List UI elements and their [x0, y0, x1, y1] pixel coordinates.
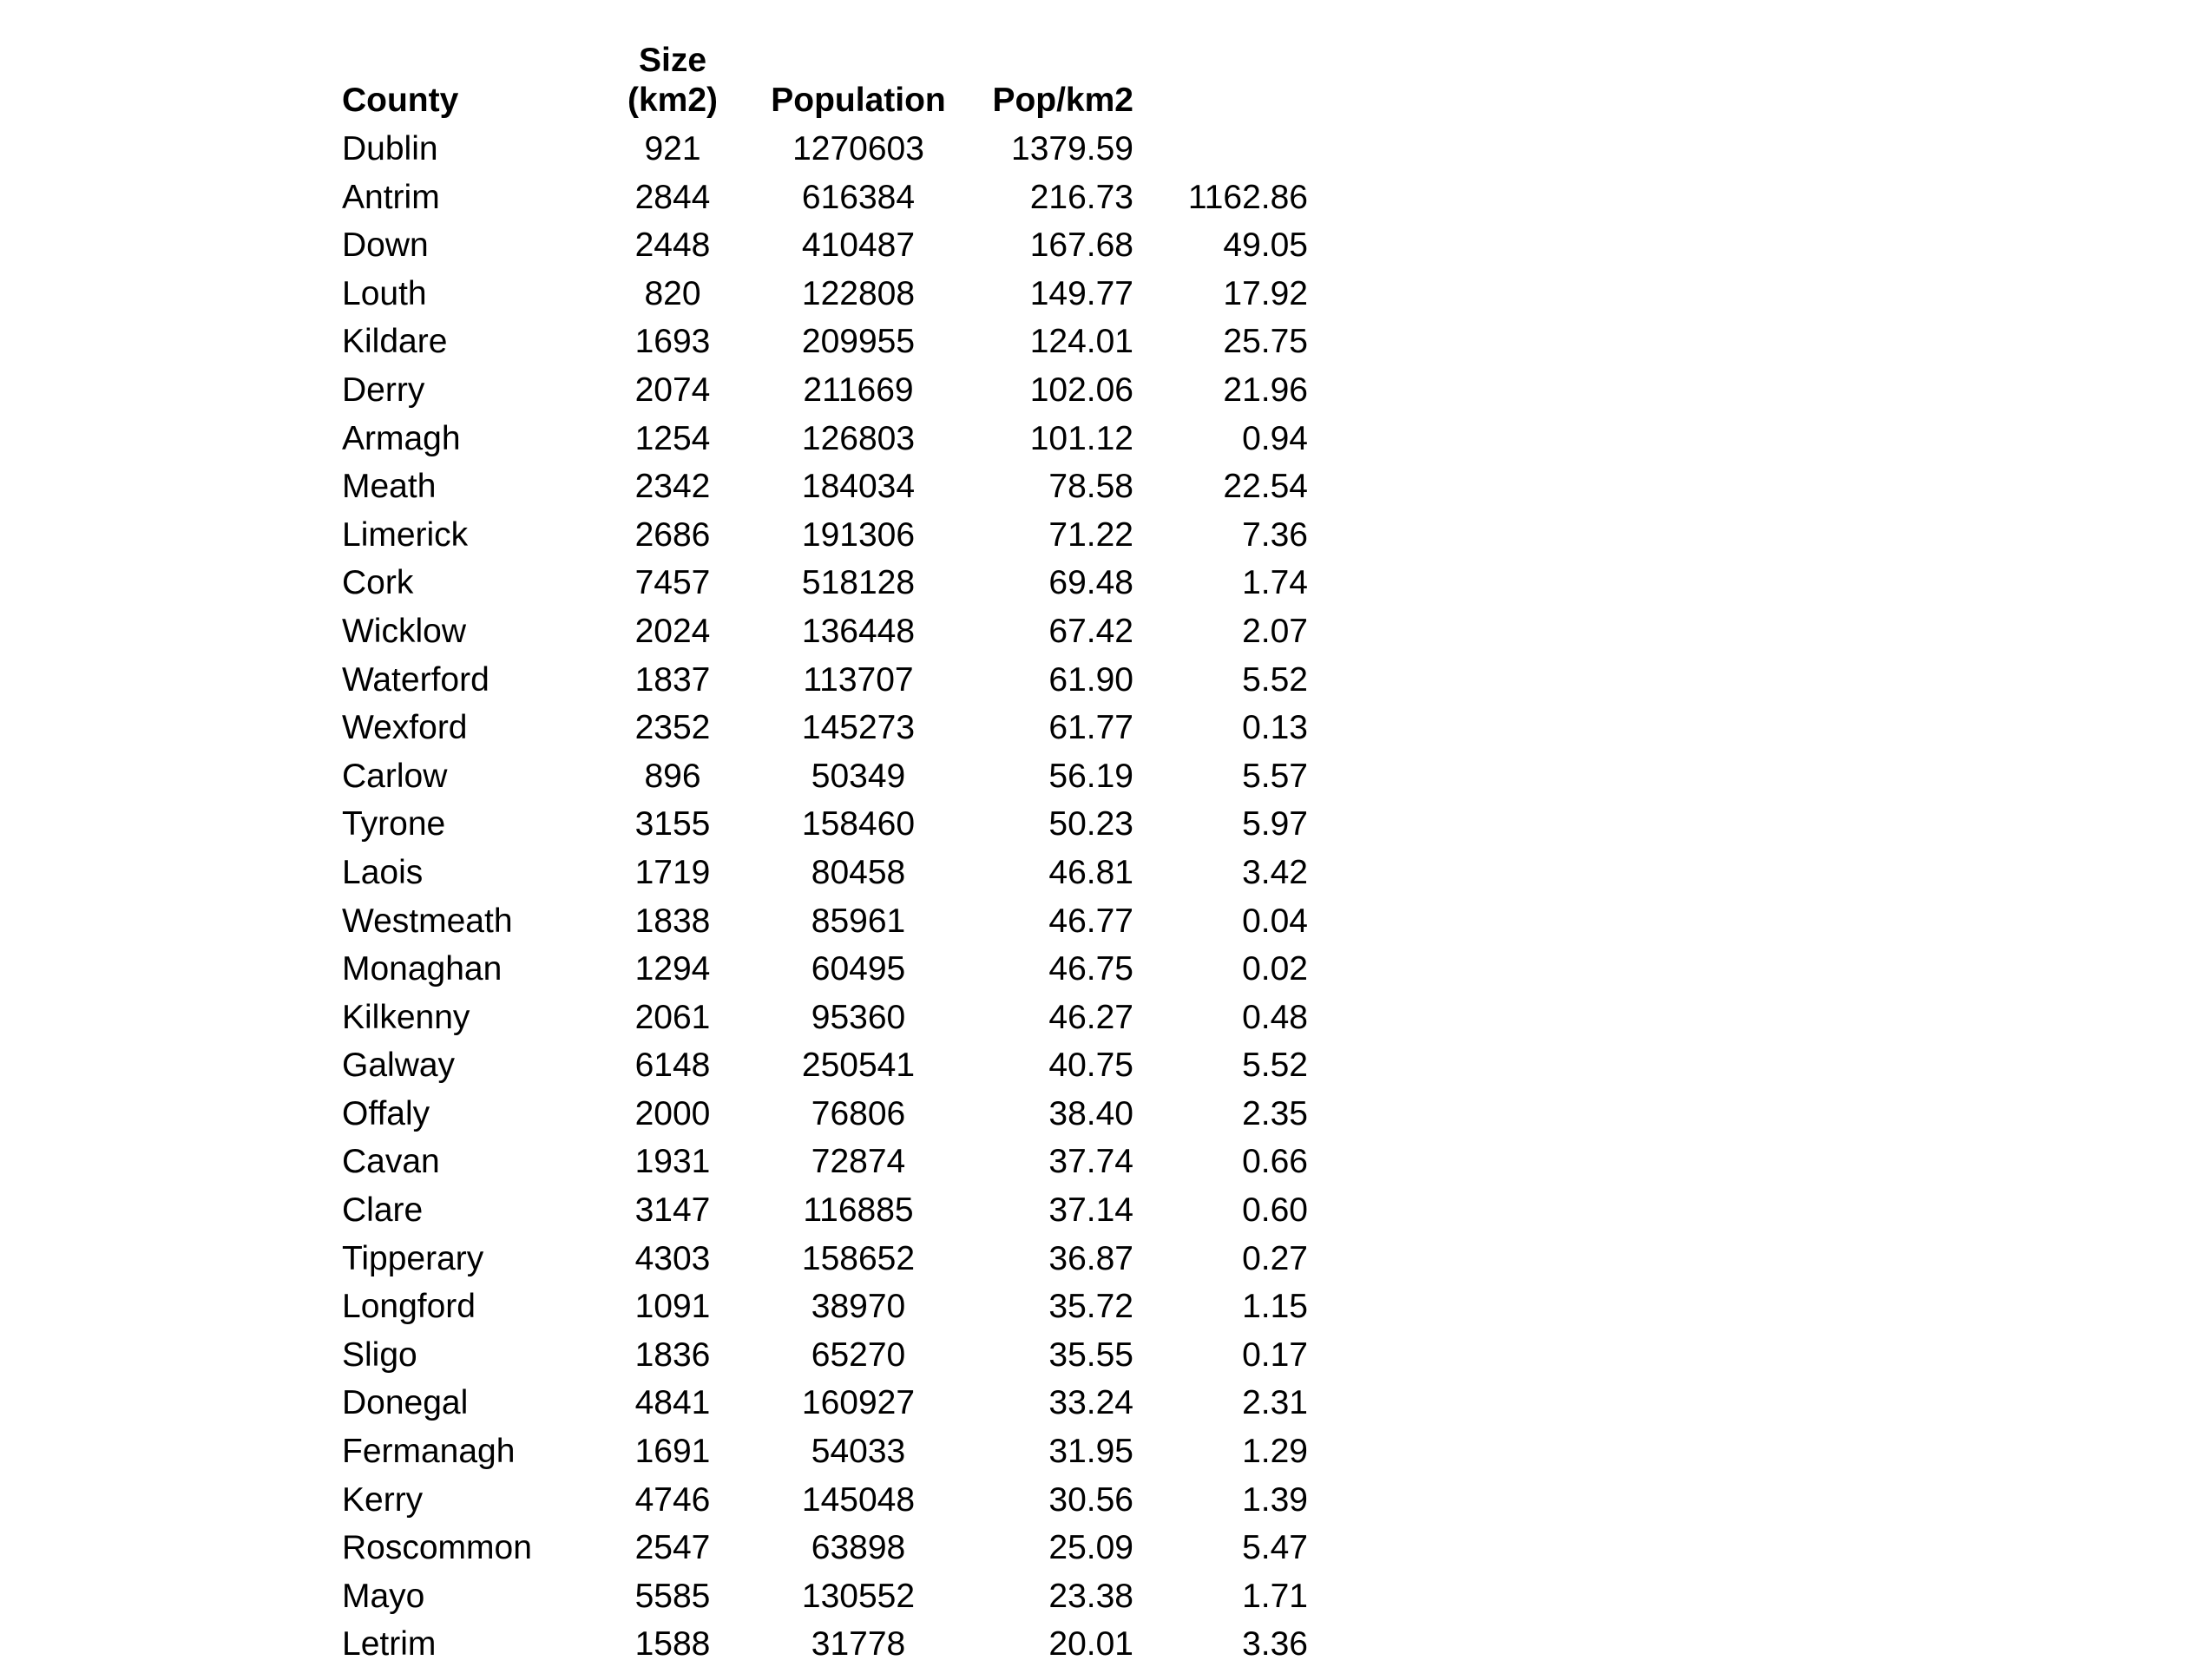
cell-county: Kildare	[342, 323, 448, 361]
cell-size: 2547	[634, 1529, 711, 1567]
table-row	[342, 366, 1308, 415]
cell-density: 35.72	[1048, 1288, 1133, 1326]
cell-size: 896	[644, 757, 701, 795]
cell-population: 76806	[811, 1094, 906, 1132]
cell-size: 1836	[634, 1335, 711, 1374]
cell-difference: 2.35	[1242, 1094, 1308, 1132]
cell-difference: 5.47	[1242, 1529, 1308, 1567]
cell-density: 149.77	[1029, 274, 1133, 312]
cell-population: 410487	[801, 226, 916, 265]
cell-county: Longford	[342, 1288, 476, 1326]
cell-population: 72874	[811, 1143, 906, 1181]
cell-size: 2024	[634, 612, 711, 650]
cell-county: Roscommon	[342, 1529, 532, 1567]
cell-density: 37.74	[1048, 1143, 1133, 1181]
cell-density: 31.95	[1048, 1433, 1133, 1471]
table-row	[342, 415, 1308, 463]
cell-difference: 5.97	[1242, 805, 1308, 843]
cell-difference: 1.74	[1242, 564, 1308, 602]
cell-size: 1837	[634, 660, 711, 699]
table-row	[342, 1427, 1308, 1476]
cell-county: Galway	[342, 1047, 456, 1085]
cell-density: 46.81	[1048, 853, 1133, 891]
cell-county: Offaly	[342, 1094, 430, 1132]
cell-density: 36.87	[1048, 1239, 1133, 1277]
cell-county: Louth	[342, 274, 427, 312]
cell-population: 50349	[811, 757, 906, 795]
cell-size: 4746	[634, 1480, 711, 1519]
table-row	[342, 994, 1308, 1042]
cell-county: Cavan	[342, 1143, 440, 1181]
cell-size: 3155	[634, 805, 711, 843]
table-row	[342, 1041, 1308, 1090]
cell-county: Clare	[342, 1191, 424, 1230]
cell-size: 1691	[634, 1433, 711, 1471]
table-row	[342, 511, 1308, 560]
cell-population: 126803	[801, 419, 916, 457]
cell-population: 1270603	[792, 130, 924, 167]
cell-density: 25.09	[1048, 1529, 1133, 1567]
table-row	[342, 704, 1308, 752]
cell-density: 78.58	[1048, 468, 1133, 506]
cell-size: 7457	[634, 564, 711, 602]
cell-size: 1254	[634, 419, 711, 457]
cell-county: Carlow	[342, 757, 448, 795]
header-row	[342, 24, 1308, 125]
cell-density: 46.27	[1048, 998, 1133, 1036]
cell-population: 54033	[811, 1433, 906, 1471]
cell-size: 2074	[634, 371, 711, 409]
cell-population: 31778	[811, 1625, 906, 1664]
table-row	[342, 607, 1308, 656]
cell-difference: 5.52	[1242, 660, 1308, 699]
cell-population: 250541	[801, 1047, 916, 1085]
cell-size: 1719	[634, 853, 711, 891]
cell-difference: 1.39	[1242, 1480, 1308, 1519]
cell-size: 1294	[634, 950, 711, 988]
table-row	[342, 1283, 1308, 1331]
cell-density: 50.23	[1048, 805, 1133, 843]
cell-difference: 0.13	[1242, 709, 1308, 747]
cell-county: Waterford	[342, 660, 489, 699]
cell-size: 6148	[634, 1047, 711, 1085]
table-row	[342, 559, 1308, 607]
cell-density: 167.68	[1029, 226, 1133, 265]
table-row	[342, 1138, 1308, 1186]
cell-population: 60495	[811, 950, 906, 988]
cell-size: 1588	[634, 1625, 711, 1664]
table-row	[342, 463, 1308, 511]
table-row	[342, 1572, 1308, 1621]
table-row	[342, 752, 1308, 801]
cell-density: 20.01	[1048, 1625, 1133, 1664]
cell-density: 1379.59	[1011, 130, 1133, 167]
table-row	[342, 174, 1308, 222]
cell-county: Meath	[342, 468, 437, 506]
cell-size: 1838	[634, 902, 711, 940]
cell-difference	[1133, 125, 1308, 174]
table-body	[342, 125, 1308, 1669]
table-row	[342, 125, 1308, 174]
cell-size: 2448	[634, 226, 711, 265]
cell-density: 38.40	[1048, 1094, 1133, 1132]
cell-county: Sligo	[342, 1335, 417, 1374]
cell-difference: 1162.86	[1187, 178, 1308, 216]
cell-county: Antrim	[342, 178, 440, 216]
cell-difference: 21.96	[1223, 371, 1308, 409]
cell-population: 63898	[811, 1529, 906, 1567]
cell-density: 30.56	[1048, 1480, 1133, 1519]
cell-county: Tipperary	[342, 1239, 484, 1277]
cell-county: Armagh	[342, 419, 461, 457]
cell-density: 101.12	[1029, 419, 1133, 457]
cell-difference: 5.57	[1242, 757, 1308, 795]
cell-population: 65270	[811, 1335, 906, 1374]
cell-size: 1931	[634, 1143, 711, 1181]
cell-difference: 0.27	[1242, 1239, 1308, 1277]
cell-size: 1693	[634, 323, 711, 361]
cell-county: Derry	[342, 371, 425, 409]
cell-population: 113707	[803, 660, 914, 699]
cell-density: 33.24	[1048, 1384, 1133, 1422]
cell-population: 38970	[811, 1288, 906, 1326]
cell-size: 2686	[634, 515, 711, 554]
cell-density: 46.77	[1048, 902, 1133, 940]
cell-population: 130552	[801, 1577, 916, 1615]
cell-difference: 0.04	[1242, 902, 1308, 940]
cell-population: 158652	[801, 1239, 916, 1277]
table-row	[342, 1090, 1308, 1139]
table-row	[342, 656, 1308, 705]
cell-county: Down	[342, 226, 429, 265]
cell-population: 191306	[801, 515, 916, 554]
cell-size: 2000	[634, 1094, 711, 1132]
table-row	[342, 270, 1308, 318]
cell-difference: 17.92	[1223, 274, 1308, 312]
cell-county: Wicklow	[342, 612, 466, 650]
cell-density: 69.48	[1048, 564, 1133, 602]
cell-population: 80458	[811, 853, 906, 891]
cell-county: Mayo	[342, 1577, 425, 1615]
cell-density: 37.14	[1048, 1191, 1133, 1230]
cell-county: Laois	[342, 853, 424, 891]
cell-difference: 3.36	[1242, 1625, 1308, 1664]
cell-size: 2352	[634, 709, 711, 747]
cell-size: 3147	[634, 1191, 711, 1230]
header-difference	[1133, 24, 1308, 125]
table-row	[342, 1235, 1308, 1283]
cell-size: 4841	[634, 1384, 711, 1422]
cell-population: 145048	[801, 1480, 916, 1519]
cell-population: 122808	[801, 274, 916, 312]
county-population-table	[342, 24, 1308, 1669]
table-row	[342, 1379, 1308, 1427]
table-row	[342, 1476, 1308, 1525]
cell-county: Limerick	[342, 515, 469, 554]
cell-population: 518128	[801, 564, 916, 602]
cell-population: 158460	[801, 805, 916, 843]
cell-difference: 2.07	[1242, 612, 1308, 650]
cell-county: Letrim	[342, 1625, 437, 1664]
cell-population: 211669	[803, 371, 914, 409]
table-row	[342, 1331, 1308, 1380]
cell-size: 5585	[634, 1577, 711, 1615]
cell-size: 4303	[634, 1239, 711, 1277]
cell-density: 61.77	[1048, 709, 1133, 747]
table-row	[342, 1620, 1308, 1669]
cell-county: Dublin	[342, 130, 438, 167]
cell-size: 820	[644, 274, 701, 312]
cell-difference: 7.36	[1242, 515, 1308, 554]
cell-difference: 0.66	[1242, 1143, 1308, 1181]
cell-difference: 22.54	[1223, 468, 1308, 506]
cell-size: 2844	[634, 178, 711, 216]
cell-county: Cork	[342, 564, 414, 602]
cell-difference: 3.42	[1242, 853, 1308, 891]
cell-size: 2342	[634, 468, 711, 506]
cell-population: 184034	[801, 468, 916, 506]
table-row	[342, 1524, 1308, 1572]
header-size-line1: Size	[638, 42, 707, 79]
cell-difference: 2.31	[1242, 1384, 1308, 1422]
cell-difference: 25.75	[1223, 323, 1308, 361]
cell-size: 921	[644, 130, 701, 167]
table-row	[342, 897, 1308, 946]
table-row	[342, 849, 1308, 897]
cell-difference: 0.17	[1242, 1335, 1308, 1374]
cell-density: 23.38	[1048, 1577, 1133, 1615]
header-county: County	[342, 82, 459, 119]
cell-density: 67.42	[1048, 612, 1133, 650]
cell-density: 40.75	[1048, 1047, 1133, 1085]
cell-population: 116885	[803, 1191, 914, 1230]
header-population: Population	[771, 82, 946, 119]
cell-county: Donegal	[342, 1384, 469, 1422]
cell-county: Wexford	[342, 709, 468, 747]
cell-density: 216.73	[1029, 178, 1133, 216]
cell-density: 46.75	[1048, 950, 1133, 988]
cell-population: 95360	[811, 998, 906, 1036]
cell-population: 136448	[801, 612, 916, 650]
cell-county: Kilkenny	[342, 998, 470, 1036]
cell-county: Westmeath	[342, 902, 513, 940]
cell-difference: 5.52	[1242, 1047, 1308, 1085]
cell-density: 102.06	[1029, 371, 1133, 409]
cell-difference: 1.29	[1242, 1433, 1308, 1471]
cell-difference: 49.05	[1223, 226, 1308, 265]
cell-difference: 1.15	[1242, 1288, 1308, 1326]
cell-density: 71.22	[1048, 515, 1133, 554]
table-row	[342, 945, 1308, 994]
cell-difference: 0.60	[1242, 1191, 1308, 1230]
cell-population: 145273	[801, 709, 916, 747]
cell-difference: 0.94	[1242, 419, 1308, 457]
cell-population: 85961	[811, 902, 906, 940]
cell-density: 124.01	[1029, 323, 1133, 361]
cell-size: 2061	[634, 998, 711, 1036]
cell-density: 56.19	[1048, 757, 1133, 795]
cell-difference: 0.48	[1242, 998, 1308, 1036]
table-row	[342, 1186, 1308, 1235]
cell-county: Monaghan	[342, 950, 503, 988]
cell-county: Fermanagh	[342, 1433, 516, 1471]
table-row	[342, 800, 1308, 849]
cell-county: Tyrone	[342, 805, 446, 843]
table-row	[342, 318, 1308, 366]
header-density: Pop/km2	[992, 82, 1133, 119]
cell-population: 209955	[801, 323, 916, 361]
header-size-line2: (km2)	[627, 82, 719, 119]
header-size	[601, 24, 745, 125]
cell-density: 61.90	[1048, 660, 1133, 699]
table-row	[342, 221, 1308, 270]
cell-population: 160927	[801, 1384, 916, 1422]
cell-county: Kerry	[342, 1480, 424, 1519]
cell-difference: 1.71	[1242, 1577, 1308, 1615]
cell-size: 1091	[634, 1288, 711, 1326]
cell-density: 35.55	[1048, 1335, 1133, 1374]
cell-population: 616384	[801, 178, 916, 216]
cell-difference: 0.02	[1242, 950, 1308, 988]
